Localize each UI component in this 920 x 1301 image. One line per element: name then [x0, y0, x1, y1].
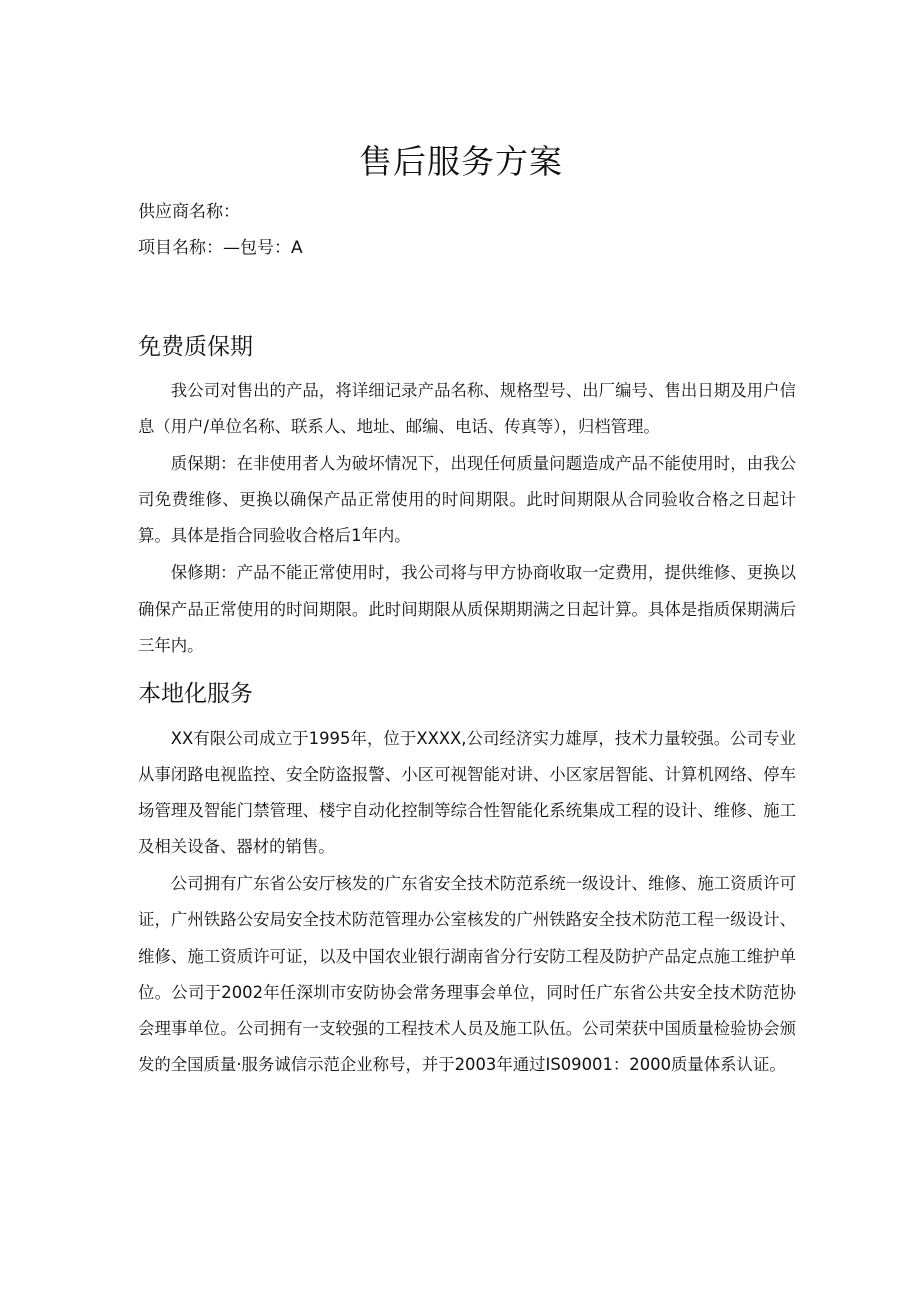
- paragraph: 公司拥有广东省公安厅核发的广东省安全技术防范系统一级设计、维修、施工资质许可证，广州铁路公安局安全技术防范管理办公室核发的广州铁路安全技术防范工程一级设计、维修、施工资质许可证，以及中国农业银行湖南省分行安防工程及防护产品定点施工维护单位。公司于2002年任深圳市安防协会常务理事会单位，同时任广东省公共安全技术防范协会理事单位。公司拥有一支较强的工程技术人员及施工队伍。公司荣获中国质量检验协会颁发的全国质量·服务诚信示范企业称号，并于2003年通过IS09001：2000质量体系认证。: [138, 874, 796, 1074]
- section-heading-local-service: 本地化服务: [138, 681, 253, 707]
- paragraph: 我公司对售出的产品，将详细记录产品名称、规格型号、出厂编号、售出日期及用户信息（用户/单位名称、联系人、地址、邮编、电话、传真等），归档管理。: [138, 381, 796, 437]
- section-heading-free-warranty: 免费质保期: [138, 334, 253, 360]
- document-title: 售后服务方案: [359, 142, 563, 181]
- project-name-label: 项目名称：—包号：A: [138, 238, 303, 258]
- paragraph: 保修期：产品不能正常使用时，我公司将与甲方协商收取一定费用，提供维修、更换以确保产品正常使用的时间期限。此时间期限从质保期期满之日起计算。具体是指质保期满后三年内。: [138, 563, 796, 655]
- paragraph: 质保期：在非使用者人为破坏情况下，出现任何质量问题造成产品不能使用时，由我公司免费维修、更换以确保产品正常使用的时间期限。此时间期限从合同验收合格之日起计算。具体是指合同验收合格后1年内。: [138, 454, 796, 546]
- supplier-name-label: 供应商名称：: [138, 202, 240, 222]
- section-body-local-service: [138, 721, 796, 1084]
- section-body-free-warranty: [138, 373, 796, 665]
- paragraph: XX有限公司成立于1995年，位于XXXX,公司经济实力雄厚，技术力量较强。公司专业从事闭路电视监控、安全防盗报警、小区可视智能对讲、小区家居智能、计算机网络、停车场管理及智能门禁管理、楼宇自动化控制等综合性智能化系统集成工程的设计、维修、施工及相关设备、器材的销售。: [138, 729, 796, 857]
